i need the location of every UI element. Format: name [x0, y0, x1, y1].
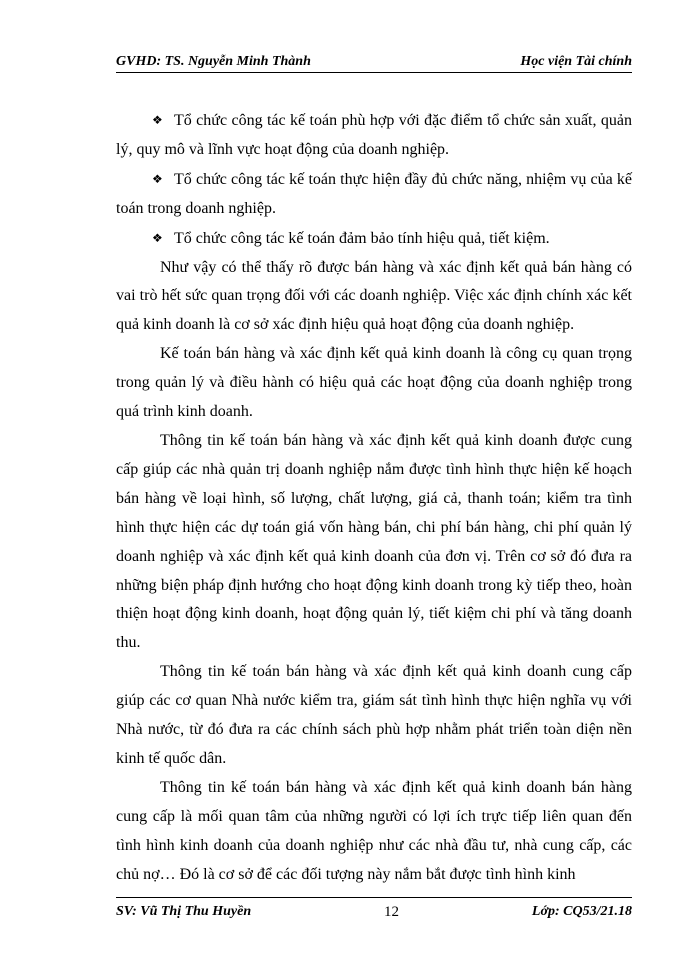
page-header [116, 48, 632, 70]
paragraph: Như vậy có thể thấy rõ được bán hàng và xác định kết quả bán hàng có vai trò hết sức quan trọng đối với các doanh nghiệp. Việc xác định chính xác kết quả kinh doanh là cơ sở xác định hiệu quả hoạt động của doanh nghiệp. [116, 258, 632, 334]
footer-rule [116, 897, 632, 898]
footer-class: Lớp: CQ53/21.18 [531, 904, 632, 919]
bullet-item: ❖ Tổ chức công tác kế toán phù hợp với đặc điểm tổ chức sản xuất, quản lý, quy mô và lĩnh vực hoạt động của doanh nghiệp. [116, 106, 632, 165]
footer-student: SV: Vũ Thị Thu Huyền [116, 904, 252, 919]
header-supervisor: GVHD: TS. Nguyễn Minh Thành [116, 54, 311, 69]
paragraph: Thông tin kế toán bán hàng và xác định kết quả kinh doanh cung cấp giúp các cơ quan Nhà nước kiểm tra, giám sát tình hình thực hiện nghĩa vụ với Nhà nước, từ đó đưa ra các chính sách phù hợp nhằm phát triển toàn diện nền kinh tế quốc dân. [116, 663, 632, 767]
header-rule [116, 72, 632, 73]
diamond-bullet-icon: ❖ [152, 171, 163, 186]
paragraph: Thông tin kế toán bán hàng và xác định kết quả kinh doanh được cung cấp giúp các nhà quản trị doanh nghiệp nắm được tình hình thực hiện kế hoạch bán hàng về loại hình, số lượng, chất lượng, giá cả, thanh toán; kiểm tra tình hình thực hiện các dự toán giá vốn hàng bán, chi phí bán hàng, chi phí quản lý doanh nghiệp và xác định kết quả kinh doanh của đơn vị. Trên cơ sở đó đưa ra những biện pháp định hướng cho hoạt động kinh doanh trong kỳ tiếp theo, hoàn thiện hoạt động kinh doanh, hoạt động quản lý, tiết kiệm chi phí và tăng doanh thu. [116, 431, 632, 652]
page-footer [116, 902, 632, 922]
bullet-item: ❖ Tổ chức công tác kế toán đảm bảo tính hiệu quả, tiết kiệm. [116, 224, 632, 254]
diamond-bullet-icon: ❖ [152, 230, 163, 245]
page-number: 12 [384, 903, 400, 920]
diamond-bullet-icon: ❖ [152, 113, 163, 127]
bullet-item: ❖ Tổ chức công tác kế toán thực hiện đầy đủ chức năng, nhiệm vụ của kế toán trong doanh nghiệp. [116, 165, 632, 224]
paragraph: Kế toán bán hàng và xác định kết quả kinh doanh là công cụ quan trọng trong quản lý và điều hành có hiệu quả các hoạt động của doanh nghiệp trong quá trình kinh doanh. [116, 345, 632, 421]
document-body [116, 106, 632, 889]
paragraph: Thông tin kế toán bán hàng và xác định kết quả kinh doanh bán hàng cung cấp là mối quan tâm của những người có lợi ích trực tiếp liên quan đến tình hình kinh doanh của doanh nghiệp như các nhà đầu tư, nhà cung cấp, các chủ nợ… Đó là cơ sở để các đối tượng này nắm bắt được tình hình kinh [116, 778, 632, 883]
header-institution: Học viện Tài chính [520, 54, 632, 69]
